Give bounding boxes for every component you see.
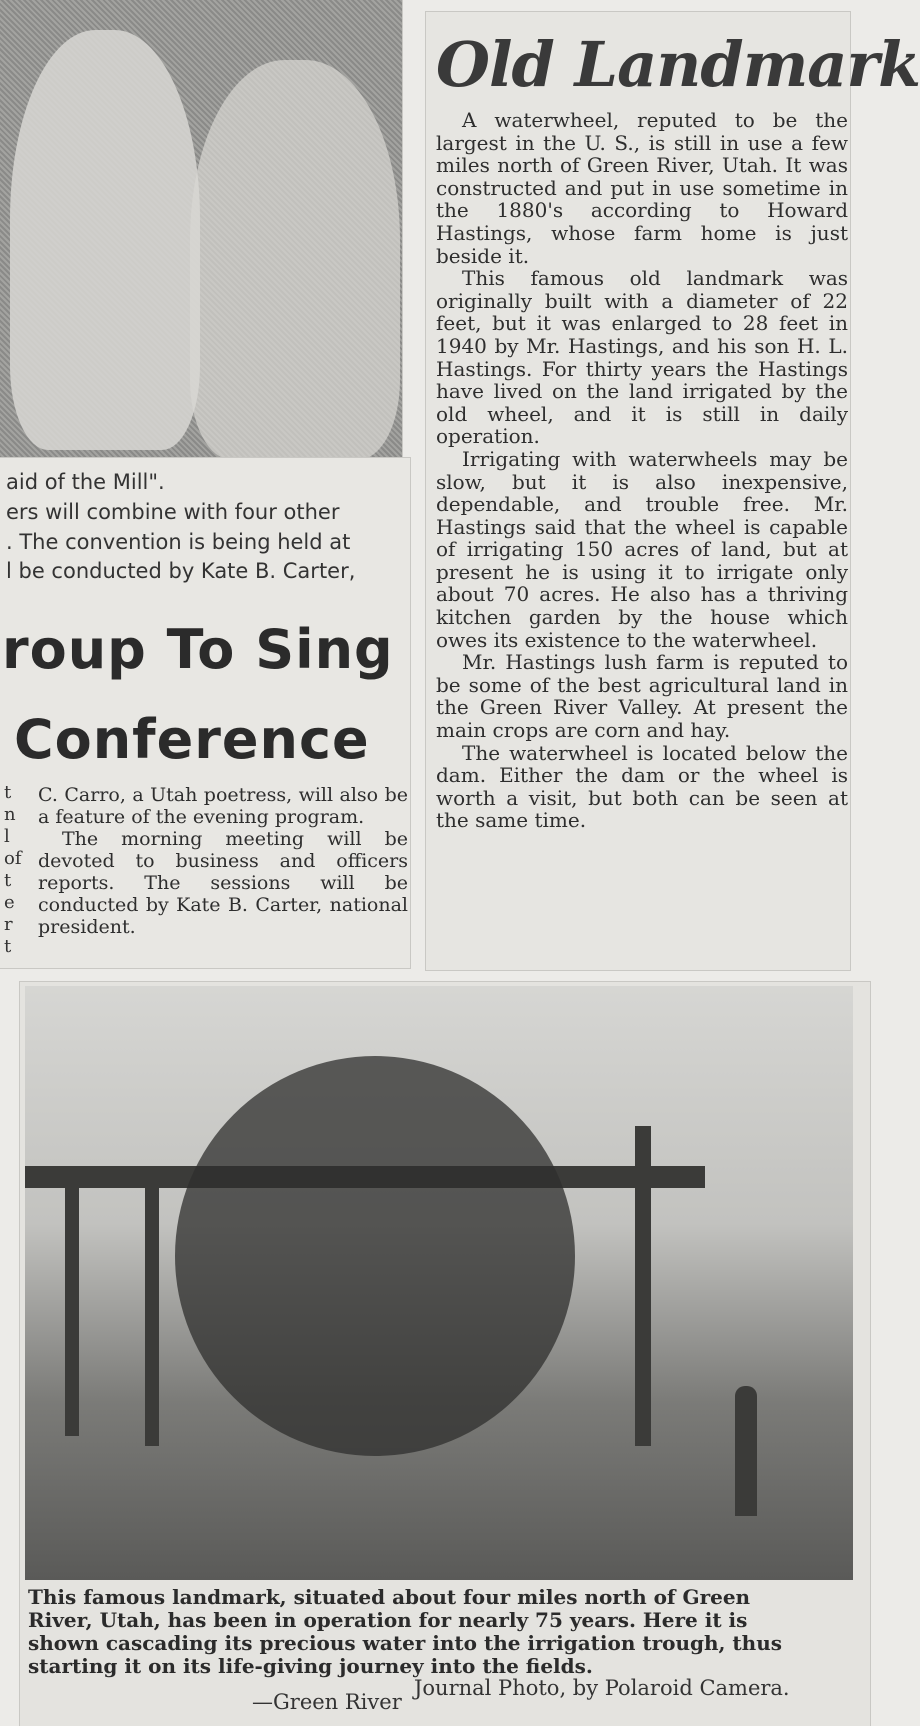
caption-line: shown cascading its precious water into the irrigation trough, thus (28, 1631, 783, 1655)
strip-line-1: aid of the Mill". (6, 470, 165, 494)
margin-fragment: l (4, 826, 10, 847)
margin-fragment: n (4, 804, 16, 825)
waterwheel-photo (25, 986, 853, 1580)
photo-post (635, 1126, 651, 1446)
old-landmark-article (426, 12, 920, 970)
photo-caption (28, 1586, 868, 1678)
margin-fragment: t (4, 870, 12, 891)
caption-line: starting it on its life-giving journey into the fields. (28, 1654, 593, 1678)
strip-line-3: . The convention is being held at (6, 530, 351, 554)
photo-credit-source: —Green River (252, 1690, 402, 1714)
photo-credit: Journal Photo, by Polaroid Camera. (414, 1676, 790, 1700)
article-paragraph: A waterwheel, reputed to be the largest in the U. S., is still in use a few miles north of Green River, Utah. It was constructed and put in use sometime in the 1880's according to Howard Hastings, whose farm home is just beside it. (436, 108, 848, 268)
headline-line-1: roup To Sing (2, 618, 394, 681)
article-paragraph: Mr. Hastings lush farm is reputed to be some of the best agricultural land in the Green River Valley. At present the main crops are corn and hay. (436, 650, 848, 743)
headline-line-2: Conference (14, 708, 370, 771)
woman-figure-right (190, 60, 400, 460)
woman-figure-left (10, 30, 200, 450)
caption-line: This famous landmark, situated about four miles north of Green (28, 1585, 751, 1609)
margin-fragment: r (4, 914, 13, 935)
photo-post (145, 1186, 159, 1446)
left-column-paragraph: C. Carro, a Utah poetress, will also be a feature of the evening program. (38, 784, 408, 828)
left-column-paragraph: The morning meeting will be devoted to business and officers reports. The sessions will be conducted by Kate B. Carter, national president. (38, 828, 408, 938)
photo-stake (735, 1386, 757, 1516)
margin-fragment: e (4, 892, 15, 913)
photo-post (65, 1186, 79, 1436)
article-paragraph: This famous old landmark was originally built with a diameter of 22 feet, but it was enlarged to 28 feet in 1940 by Mr. Hastings, and his son H. L. Hastings. For thirty years the Hastings have lived on the land irrigated by the old wheel, and it is still in daily operation. (436, 266, 848, 449)
margin-fragment: t (4, 782, 12, 803)
article-title: Old Landmark (436, 28, 920, 101)
strip-line-2: ers will combine with four other (6, 500, 340, 524)
article-paragraph: Irrigating with waterwheels may be slow, but it is also inexpensive, dependable, and trouble free. Mr. Hastings said that the wheel is capable of irrigating 150 acres of land, but at present he is using it to irrigate only about 70 acres. He also has a thriving kitchen garden by the house which owes its existence to the waterwheel. (436, 446, 848, 652)
strip-line-4: l be conducted by Kate B. Carter, (6, 559, 356, 583)
margin-fragment: of (4, 848, 22, 869)
article-paragraph: The waterwheel is located below the dam. Either the dam or the wheel is worth a visit, but both can be seen at the same time. (436, 740, 848, 833)
top-photo (0, 0, 402, 458)
left-article-strip (0, 458, 410, 968)
margin-fragment: t (4, 936, 12, 957)
waterwheel-photo-clipping (20, 982, 870, 1726)
left-column-text (38, 784, 408, 938)
waterwheel-shape (175, 1056, 575, 1456)
caption-line: River, Utah, has been in operation for nearly 75 years. Here it is (28, 1608, 748, 1632)
article-body (436, 109, 848, 832)
